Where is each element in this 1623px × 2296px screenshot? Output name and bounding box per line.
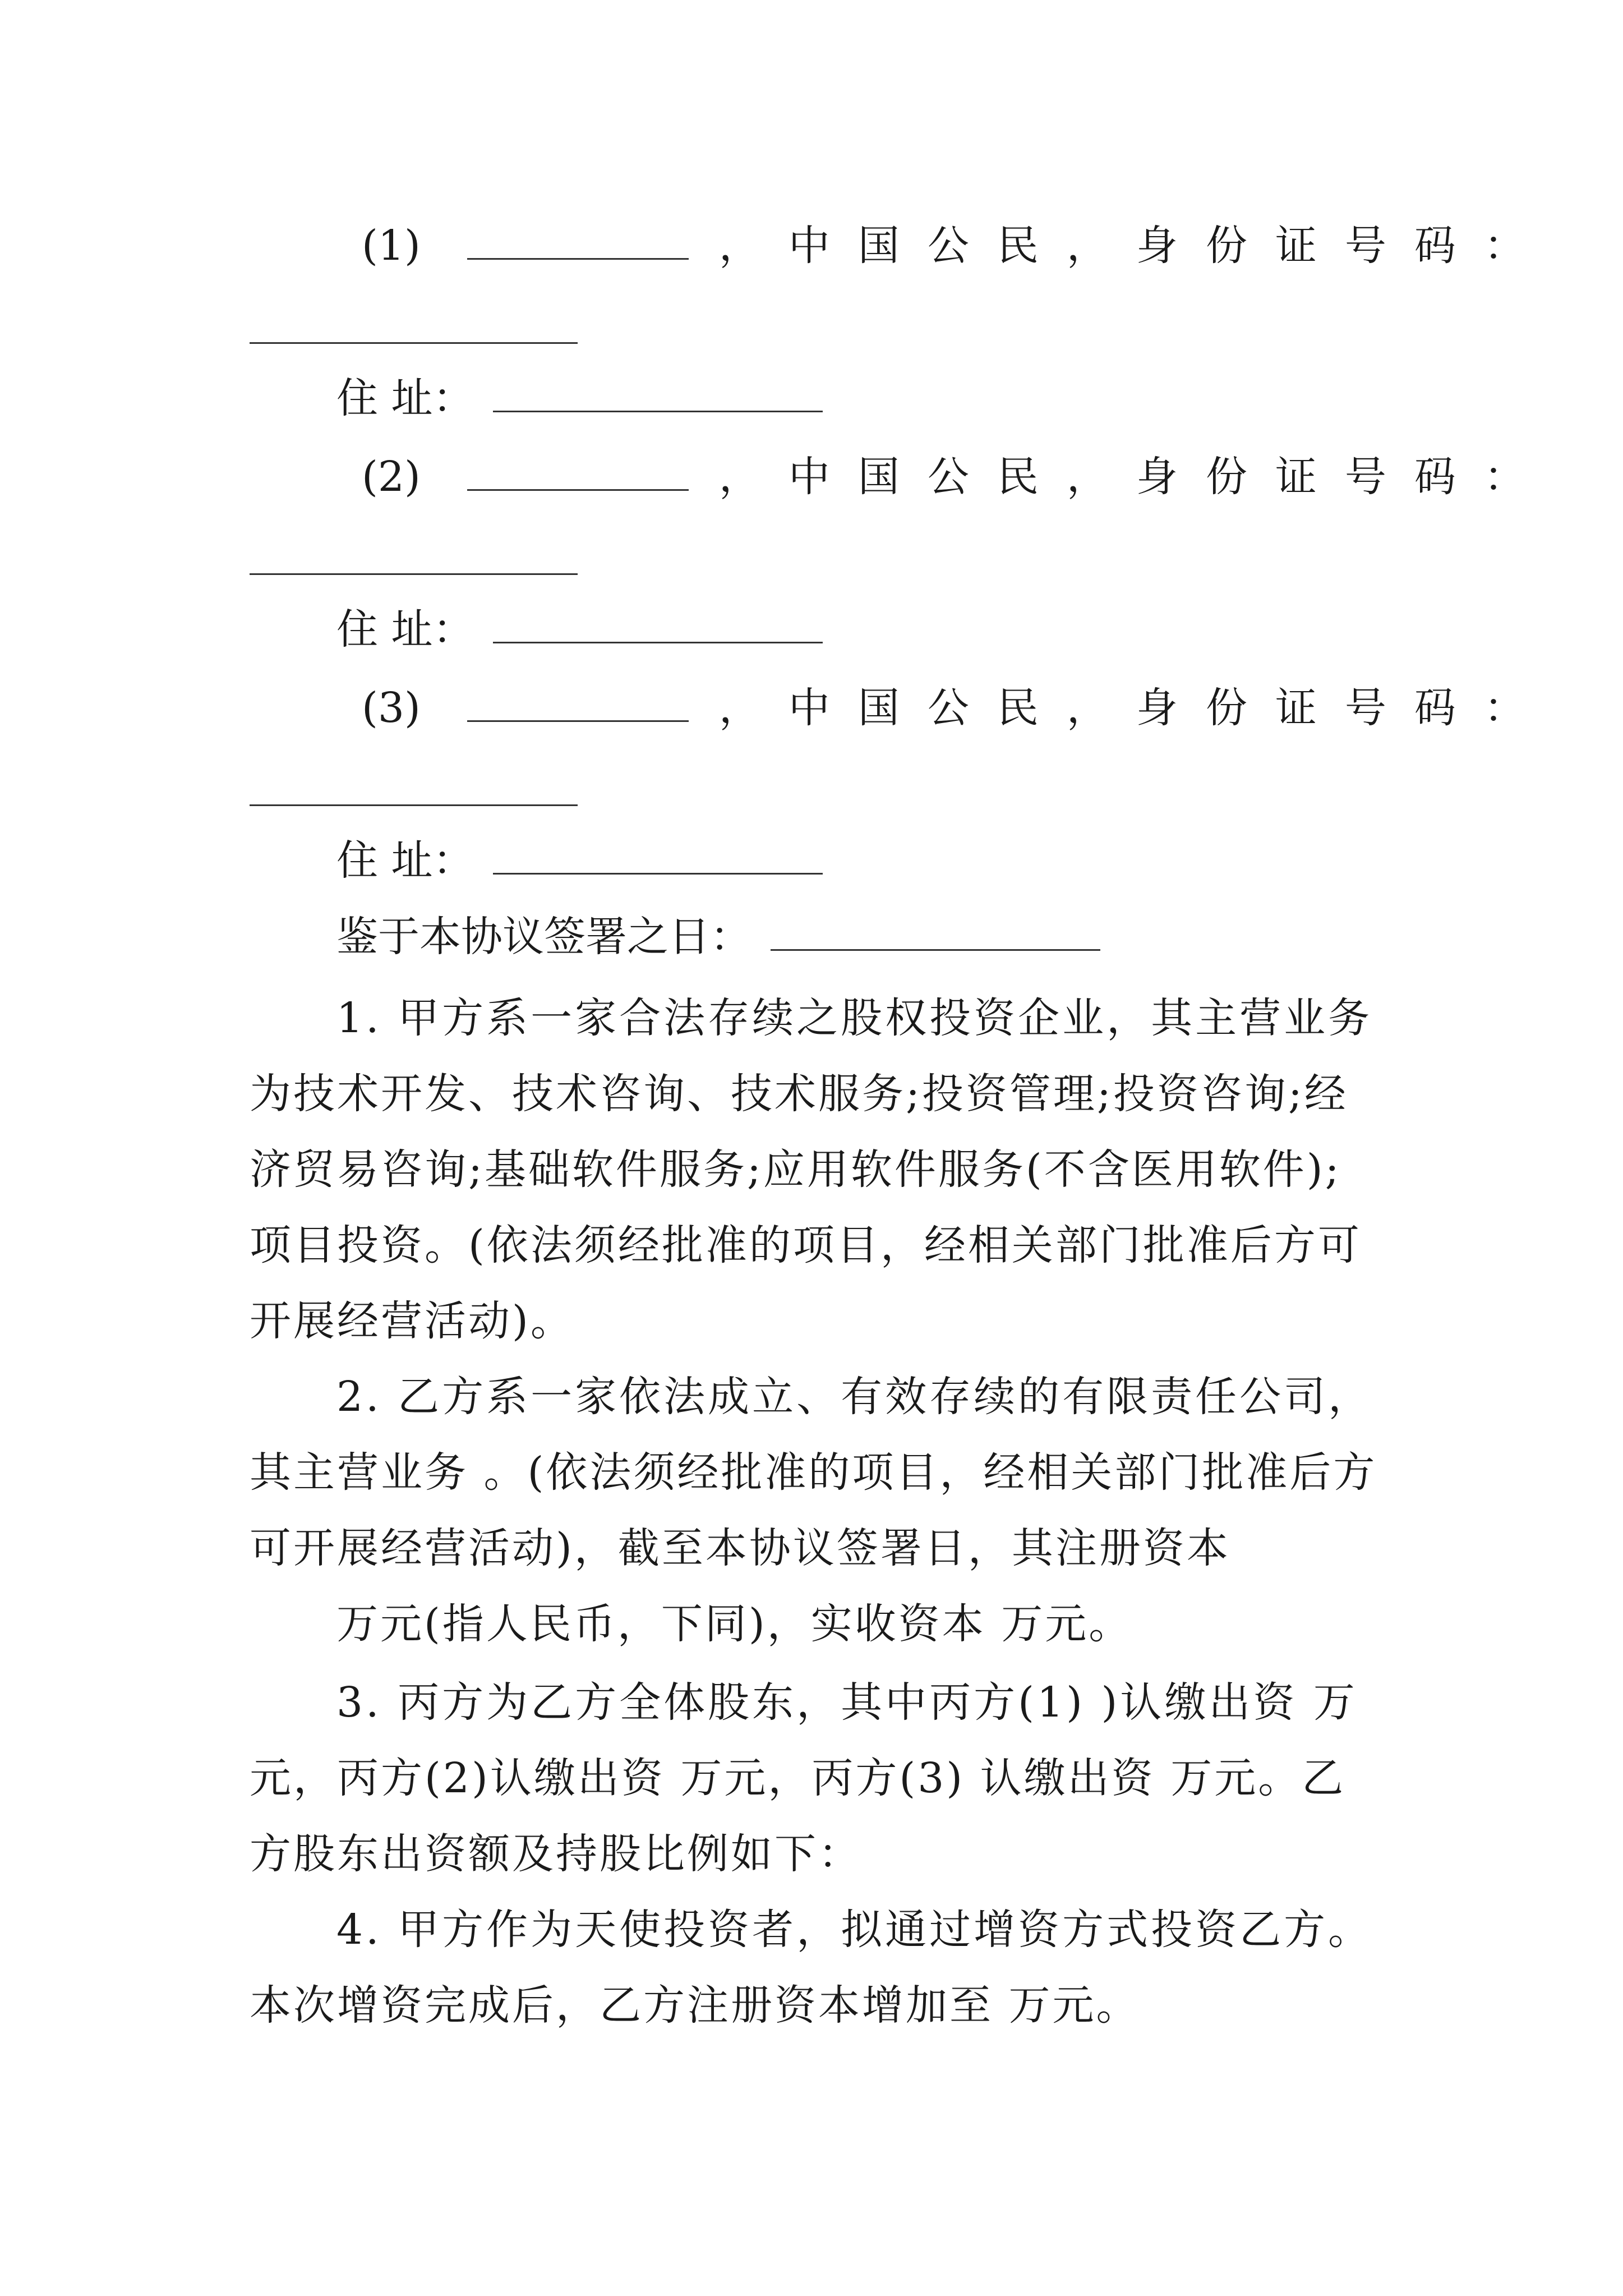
party-3-address-label: 住 址： [336,836,474,885]
party-3-nationality-text: ，中国公民，身份证号码： [718,684,1553,732]
clause-3-line-2: 元，丙方(2)认缴出资 万元，丙方(3) 认缴出资 万元。乙 [250,1754,1346,1802]
party-2-nationality-text: ，中国公民，身份证号码： [718,453,1553,501]
party-1-name-blank[interactable] [467,223,689,260]
clause-2-line-1: 2. 乙方系一家依法成立、有效存续的有限责任公司， [336,1373,1373,1421]
party-2-id-blank[interactable] [250,572,578,575]
party-3-index: (3) [362,684,421,732]
clause-3-line-1: 3. 丙方为乙方全体股东，其中丙方(1) )认缴出资 万 [336,1678,1358,1727]
party-3-address-line [336,832,823,889]
clause-1-line-2: 为技术开发、技术咨询、技术服务;投资管理;投资咨询;经 [250,1070,1348,1118]
whereas-date-blank[interactable] [771,914,1100,951]
clause-2-line-2: 其主营业务 。(依法须经批准的项目，经相关部门批准后方 [250,1448,1377,1497]
clause-4-line-2: 本次增资完成后，乙方注册资本增加至 万元。 [250,1981,1140,2030]
clause-4-line-1: 4. 甲方作为天使投资者，拟通过增资方式投资乙方。 [336,1906,1373,1954]
party-2-address-label: 住 址： [336,605,474,654]
party-1-nationality-text: ，中国公民，身份证号码： [718,222,1553,270]
clause-2-line-4: 万元(指人民币，下同)，实收资本 万元。 [336,1600,1133,1648]
clause-1-line-4: 项目投资。(依法须经批准的项目，经相关部门批准后方可 [250,1221,1362,1269]
party-3-line [362,680,1553,736]
party-1-id-blank[interactable] [250,341,578,344]
party-1-address-line [336,370,823,426]
party-1-address-blank[interactable] [493,376,823,412]
clause-3-line-3: 方股东出资额及持股比例如下： [250,1830,862,1878]
whereas-line [336,909,1100,965]
party-3-name-blank[interactable] [467,685,689,722]
party-2-index: (2) [362,453,421,501]
party-3-address-blank[interactable] [493,838,823,875]
party-2-address-blank[interactable] [493,607,823,643]
party-2-name-blank[interactable] [467,454,689,491]
party-1-line [362,218,1553,274]
clause-1-line-5: 开展经营活动)。 [250,1297,574,1345]
party-2-line [362,449,1553,505]
clause-2-line-3: 可开展经营活动)，截至本协议签署日，其注册资本 [250,1524,1230,1572]
party-2-address-line [336,601,823,657]
party-1-index: (1) [362,222,421,270]
clause-1-line-1: 1. 甲方系一家合法存续之股权投资企业，其主营业务 [336,994,1373,1042]
party-3-id-blank[interactable] [250,803,578,806]
clause-1-line-3: 济贸易咨询;基础软件服务;应用软件服务(不含医用软件); [250,1145,1341,1194]
party-1-address-label: 住 址： [336,374,474,422]
whereas-label: 鉴于本协议签署之日： [336,913,751,961]
